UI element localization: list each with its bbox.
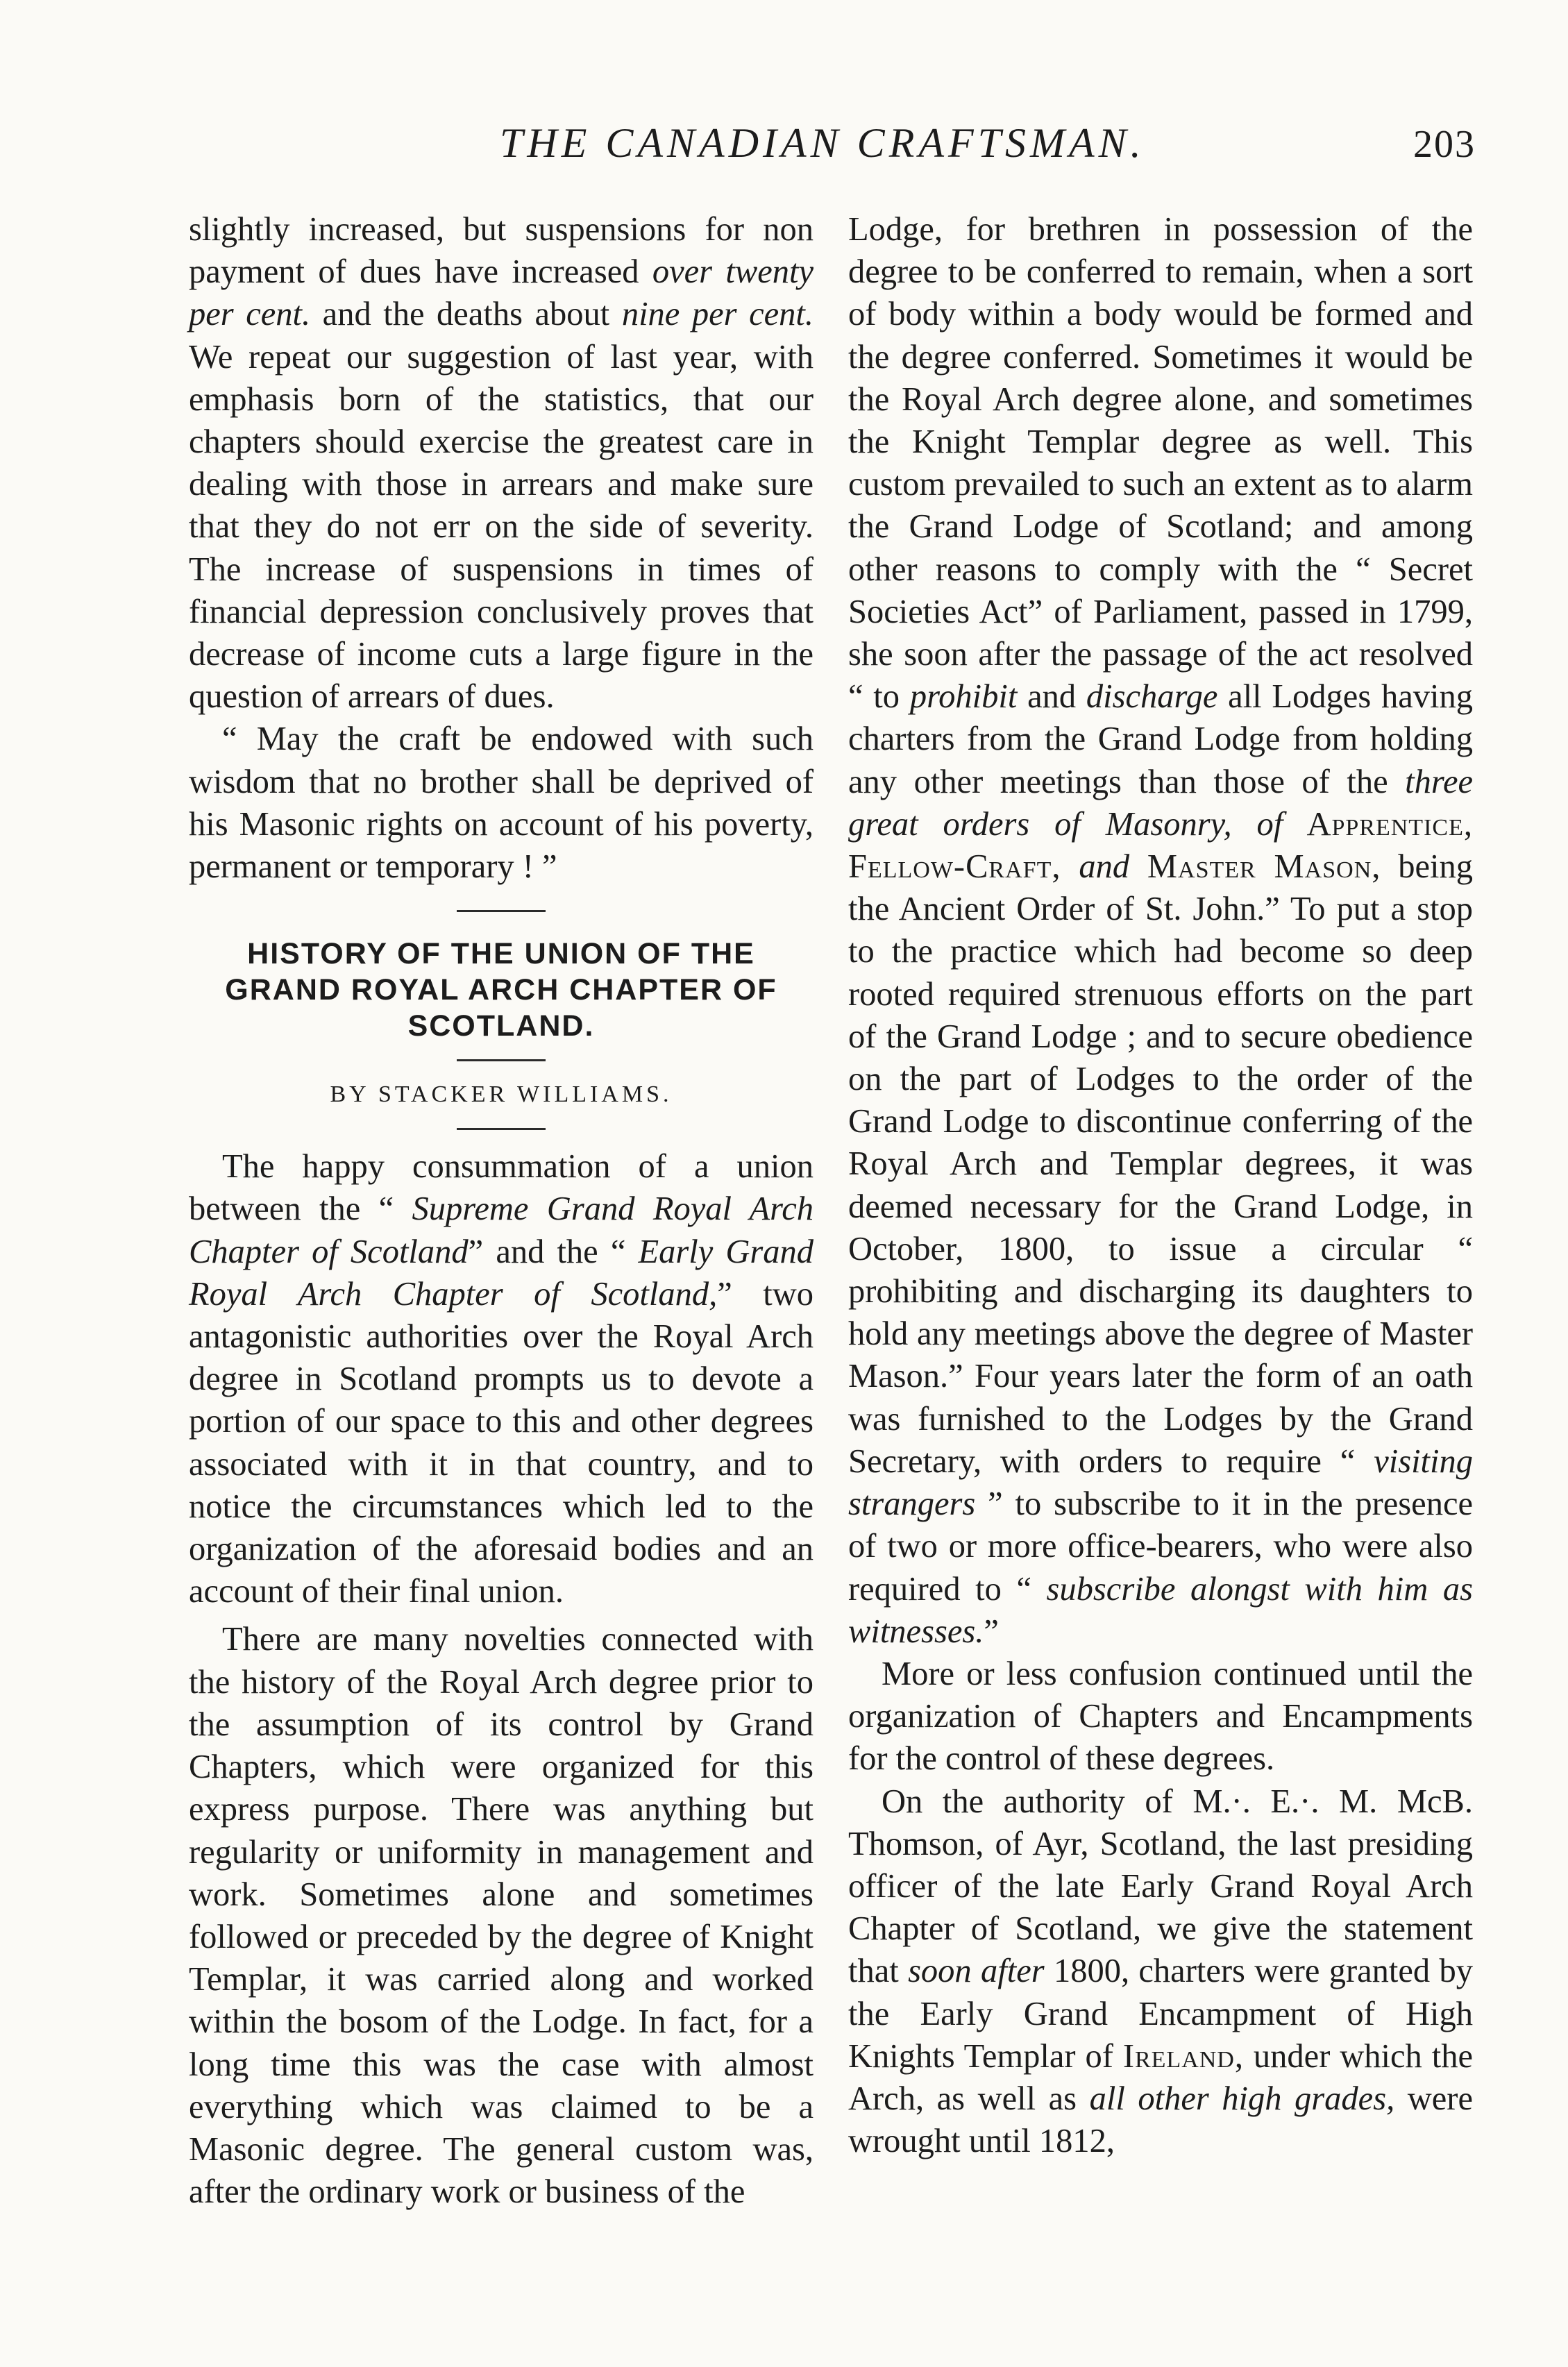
byline: BY STACKER WILLIAMS. xyxy=(330,1081,673,1108)
paragraph: More or less confusion continued until the organization of Chapters and Encampments for the control of these degrees. xyxy=(848,1655,1473,1778)
divider xyxy=(457,1059,546,1061)
journal-title: THE CANADIAN CRAFTSMAN. xyxy=(500,120,1145,166)
article-heading: HISTORY OF THE UNION OF THE GRAND ROYAL ARCH CHAPTER OF SCOTLAND. xyxy=(225,937,777,1043)
page-number: 203 xyxy=(1413,123,1476,166)
paragraph: There are many novelties connected with the history of the Royal Arch degree prior to the assumption of its control by Grand Chapters, which were organized for this express purpose. There was anything but regularity or uniformity in management and work. Sometimes alone and sometimes followed or preceded by the degree of Knight Templar, it was carried along and worked within the bosom of the Lodge. In fact, for a long time this was the case with almost everything which was claimed to be a Masonic degree. The general custom was, after the ordinary work or business of the xyxy=(189,1621,813,2211)
paragraph: The happy consummation of a union between the “ Supreme Grand Royal Arch Chapter of Scotland” and the “ Early Grand Royal Arch Chapter of Scotland,” two antagonistic authorities over the Royal Arch degree in Scotland prompts us to devote a portion of our space to this and other degrees associated with it in that country, and to notice the circumstances which led to the organization of the aforesaid bodies and an account of their final union. xyxy=(189,1148,814,1610)
running-head xyxy=(0,119,1568,175)
paragraph-continued: Lodge, for brethren in possession of the degree to be conferred to remain, when a sort of body within a body would be formed and the degree conferred. Sometimes it would be the Royal Arch degree alone, and sometimes the Knight Templar degree as well. This custom prevailed to such an extent as to alarm the Grand Lodge of Scotland; and among other reasons to comply with the “ Secret Societies Act” of Parliament, passed in 1799, she soon after the passage of the act resolved “ to prohibit and discharge all Lodges having charters from the Grand Lodge from holding any other meetings than those of the three great orders of Masonry, of Apprentice, Fellow-Craft, and Master Mason, being the Ancient Order of St. John.” To put a stop to the practice which had become so deep rooted required strenuous efforts on the part of the Grand Lodge ; and to secure obedience on the part of Lodges to the order of the Grand Lodge to discontinue conferring of the Royal Arch and Templar degrees, it was deemed necessary for the Grand Lodge, in October, 1800, to issue a circular “ prohibiting and discharging its daughters to hold any meetings above the degree of Master Mason.” Four years later the form of an oath was furnished to the Lodges by the Grand Secretary, with orders to require “ visiting strangers ” to subscribe to it in the presence of two or more office-bearers, who were also required to “ subscribe alongst with him as witnesses.” xyxy=(848,211,1473,1650)
right-column xyxy=(848,208,1473,2162)
divider xyxy=(457,1128,546,1130)
paragraph-continued: slightly increased, but suspensions for non payment of dues have increased over twenty per cent. and the deaths about nine per cent. We repeat our suggestion of last year, with emphasis born of the statistics, that our chapters should exercise the greatest care in dealing with those in arrears and make sure that they do not err on the side of severity. The increase of suspensions in times of financial depression conclusively proves that decrease of income cuts a large figure in the question of arrears of dues. xyxy=(189,211,813,716)
paragraph-quote: “ May the craft be endowed with such wisdom that no brother shall be deprived of his Masonic rights on account of his poverty, permanent or temporary ! ” xyxy=(189,721,813,886)
left-column xyxy=(189,208,813,2213)
divider xyxy=(457,910,546,912)
paragraph: On the authority of M.·. E.·. M. McB. Thomson, of Ayr, Scotland, the last presiding officer of the late Early Grand Royal Arch Chapter of Scotland, we give the statement that soon after 1800, charters were granted by the Early Grand Encampment of High Knights Templar of Ireland, under which the Arch, as well as all other high grades, were wrought until 1812, xyxy=(848,1783,1474,2160)
